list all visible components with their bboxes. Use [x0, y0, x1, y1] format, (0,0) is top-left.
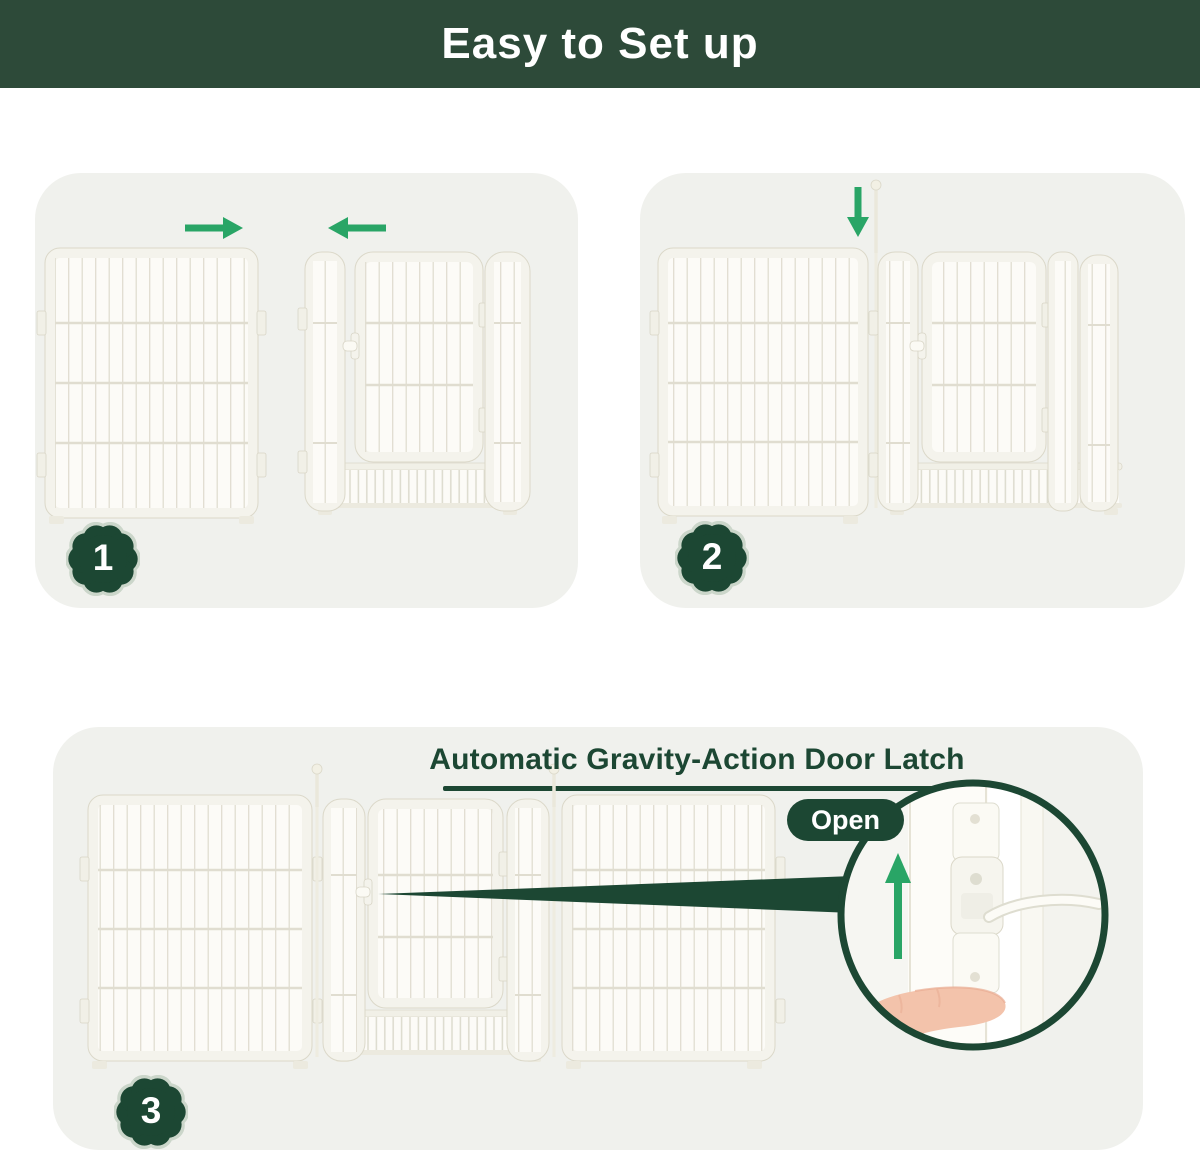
badge-number: 2 — [701, 536, 723, 577]
badge-number: 3 — [140, 1090, 162, 1131]
narrow-fence-panel — [323, 799, 365, 1061]
page-title: Easy to Set up — [441, 19, 759, 68]
narrow-fence-panel — [298, 252, 345, 511]
step3-panel — [53, 727, 1143, 1150]
large-fence-panel — [37, 248, 266, 524]
rod-ball — [312, 764, 322, 774]
large-fence-panel — [562, 795, 785, 1069]
arrow-right-icon — [185, 217, 243, 239]
connector-rod — [549, 764, 559, 1057]
latch-bracket — [951, 803, 1003, 993]
large-fence-panel — [80, 795, 322, 1069]
door-fence-group — [878, 252, 1122, 515]
narrow-fence-panel — [507, 799, 549, 1061]
arrow-down-icon — [847, 187, 869, 237]
step-badge-1 — [66, 522, 140, 596]
badge-number: 1 — [92, 537, 114, 578]
fence-door — [356, 799, 509, 1008]
open-badge-label: Open — [810, 804, 880, 835]
latch-callout-title: Automatic Gravity-Action Door Latch — [429, 743, 965, 776]
step-badge-2 — [675, 521, 749, 595]
narrow-fence-panel — [878, 252, 918, 511]
door-fence-group — [323, 799, 549, 1062]
end-fence-panel — [1080, 255, 1118, 511]
narrow-fence-panel — [485, 252, 530, 511]
fence-door — [910, 252, 1052, 462]
narrow-fence-panel — [1048, 252, 1078, 511]
header — [0, 0, 1200, 88]
fence-door — [343, 252, 489, 462]
door-fence-group — [298, 252, 530, 515]
large-fence-panel — [650, 248, 878, 524]
step3-illustration — [53, 727, 1143, 1150]
arrow-left-icon — [328, 217, 386, 239]
open-badge — [787, 799, 904, 841]
rod-ball — [871, 180, 881, 190]
step-badge-3 — [114, 1075, 188, 1149]
